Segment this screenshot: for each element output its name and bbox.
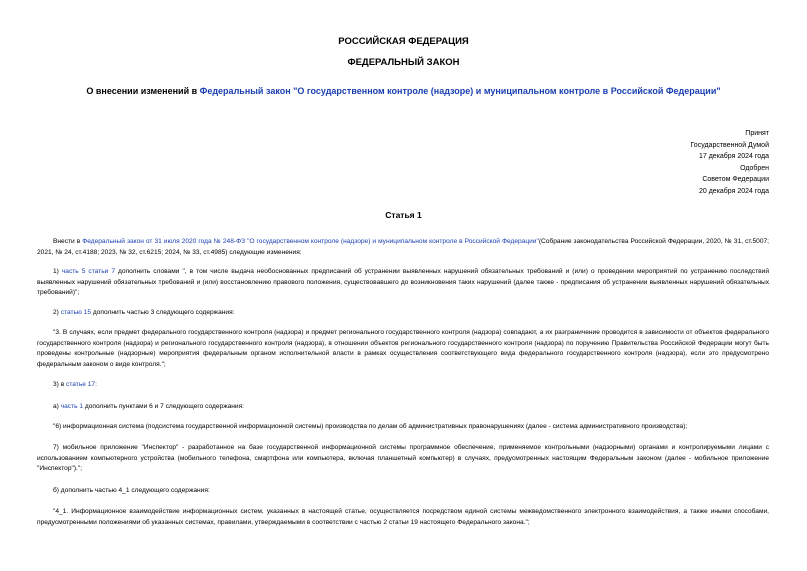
item-1-paragraph bbox=[37, 267, 769, 299]
law-title-link[interactable]: Федеральный закон "О государственном контроле (надзоре) и муниципальном контроле в Российской Федерации" bbox=[199, 86, 721, 96]
law-title bbox=[30, 86, 777, 96]
adoption-line: Принят bbox=[745, 130, 769, 137]
item-3-number: 3) в bbox=[53, 381, 67, 388]
adoption-line: Государственной Думой bbox=[690, 141, 769, 149]
law-type-heading: ФЕДЕРАЛЬНЫЙ ЗАКОН bbox=[347, 57, 460, 68]
law-title-prefix: О внесении изменений в bbox=[86, 86, 200, 96]
item-3a-text: дополнить пунктами 6 и 7 следующего содержания: bbox=[83, 403, 245, 410]
intro-law-link[interactable]: Федеральный закон от 31 июля 2020 года № 248-ФЗ "О государственном контроле (надзоре) и муниципальном контроле в Российской Федерации" bbox=[82, 238, 539, 245]
item-3b-quote: "4_1. Информационное взаимодействие информационных систем, указанных в настоящей статье, осуществляется посредством единой системы межведомственного электронного взаимодействия, а также иными способами, предусмотренными положениями об указанных системах, правилами, утверждаемыми в соответствии с частью 2 статьи 19 настоящего Федерального закона."; bbox=[37, 508, 769, 526]
item-3a-paragraph bbox=[53, 402, 769, 413]
adoption-block bbox=[690, 128, 769, 198]
item-1-number: 1) bbox=[53, 268, 62, 275]
item-3a-point-7: 7) мобильное приложение "Инспектор" - разработанное на базе государственной информационной системы программное обеспечение, применяемое контрольными (надзорными) органами и контролируемыми лицами с использованием компьютерного устройства (мобильного телефона, смартфона или компьютера, включая планшетный компьютер) в случаях, предусмотренных настоящим Федеральным законом (далее - мобильное приложение "Инспектор")."; bbox=[37, 444, 769, 473]
item-3-paragraph bbox=[53, 380, 769, 391]
intro-post: (Собрание законодательства Российской Федерации, 2020, № 31, ст.5007; 2021, № 24, ст.4188; 2023, № 32, ст.6215; 2024, № 33, ст.4985) следующие изменения: bbox=[37, 238, 770, 256]
adoption-line: Советом Федерации bbox=[702, 176, 769, 184]
part-1-link[interactable]: часть 1 bbox=[60, 403, 84, 410]
article-17-link[interactable]: статье 17 bbox=[66, 381, 96, 388]
part-5-link[interactable]: часть 5 bbox=[61, 268, 86, 275]
intro-paragraph bbox=[37, 237, 769, 258]
item-2-number: 2) bbox=[53, 309, 61, 316]
federation-heading: РОССИЙСКАЯ ФЕДЕРАЦИЯ bbox=[338, 36, 469, 47]
item-1-text: дополнить словами ", в том числе выдача необоснованных предписаний об устранении выявленных нарушений обязательных требований и (или) о проведении мероприятий по устранению последствий выявленных нарушений обязательных требований и (или) восстановлению правового положения, существовавшего до возникновения таких нарушений (далее также - предписания об устранении выявленных нарушений обязательных требований)"; bbox=[37, 268, 769, 297]
adoption-line: 17 декабря 2024 года bbox=[698, 153, 769, 161]
article-heading: Статья 1 bbox=[385, 210, 422, 220]
item-2-paragraph bbox=[53, 308, 769, 319]
item-3a-point-6: "6) информационная система (подсистема государственной информационной системы) производства по делам об административных правонарушениях (далее - система административного производства); bbox=[53, 423, 688, 430]
intro-pre: Внести в bbox=[53, 238, 83, 245]
item-3b-paragraph: б) дополнить частью 4_1 следующего содержания: bbox=[53, 487, 210, 494]
article-7-link[interactable]: статьи 7 bbox=[88, 268, 115, 275]
item-3a-prefix: а) bbox=[53, 403, 61, 410]
item-2-text: дополнить частью 3 следующего содержания: bbox=[91, 309, 235, 316]
item-3-text: : bbox=[95, 381, 97, 388]
item-2-quote: "3. В случаях, если предмет федерального государственного контроля (надзора) и предмет регионального государственного контроля (надзора) совпадают, а их разграничение проводится в зависимости от объектов федерального государственного контроля (надзора) и регионального государственного контроля (надзора), в отношении объектов регионального государственного контроля (надзора) по поручению Правительства Российской Федерации могут быть проведены контрольные (надзорные) мероприятия федеральным органом исполнительной власти в рамках осуществления соответствующего вида федерального государственного контроля (надзора), если это предусмотрено федеральным законом о виде контроля."; bbox=[37, 329, 769, 368]
adoption-line: 20 декабря 2024 года bbox=[698, 187, 769, 195]
article-15-link[interactable]: статью 15 bbox=[60, 309, 92, 316]
adoption-line: Одобрен bbox=[740, 164, 769, 172]
